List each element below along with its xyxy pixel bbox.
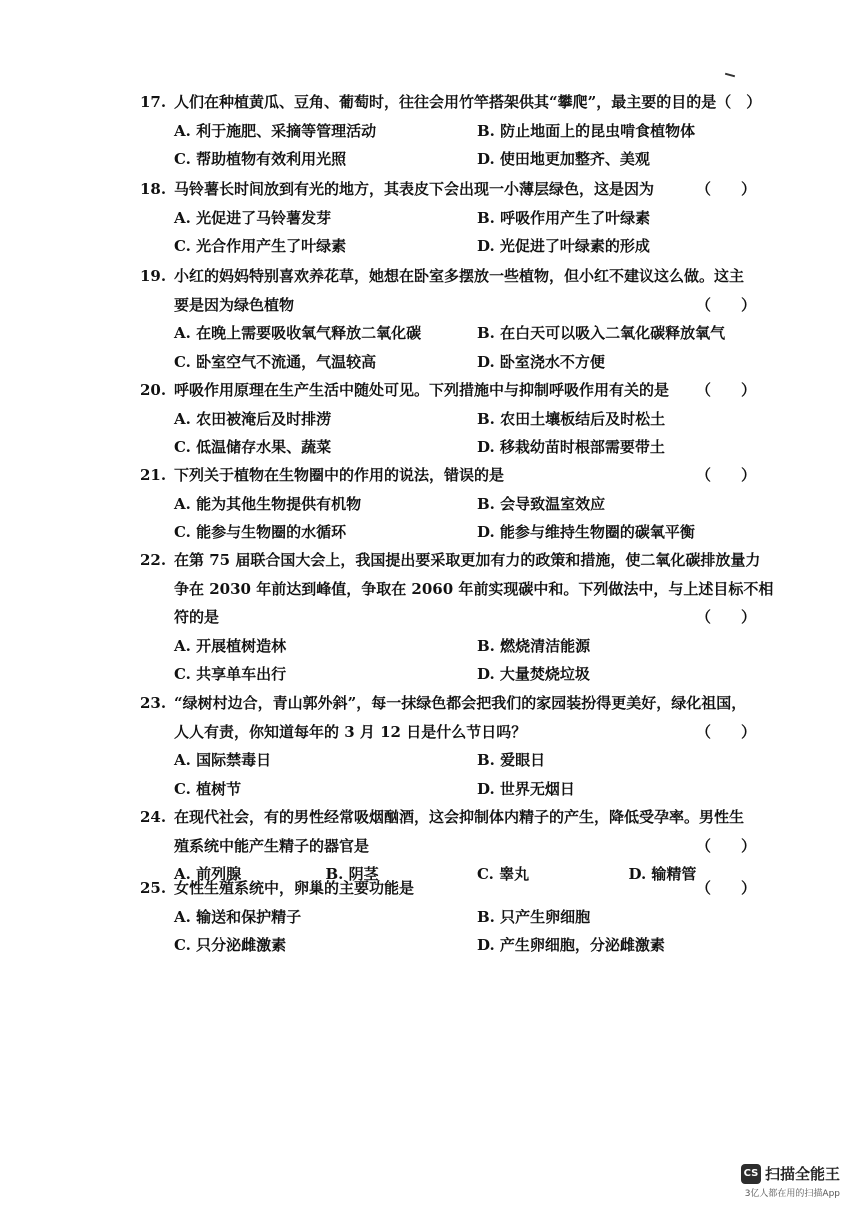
answer-blank: （ ） — [695, 466, 756, 484]
option-b: B. 只产生卵细胞 — [477, 907, 591, 926]
options — [140, 405, 780, 462]
question-text: 呼吸作用原理在生产生活中随处可见。下列措施中与抑制呼吸作用有关的是 — [174, 381, 670, 399]
option-d: D. 移栽幼苗时根部需要带土 — [477, 438, 665, 456]
question-text: 符的是 — [174, 608, 220, 626]
option-d: D. 光促进了叶绿素的形成 — [477, 237, 650, 255]
stem-line — [140, 603, 780, 632]
question-number: 19. — [140, 267, 167, 285]
question-text: 在第 75 届联合国大会上，我国提出要采取更加有力的政策和措施，使二氧化碳排放量力 — [174, 551, 761, 569]
answer-blank: （ ） — [695, 879, 756, 897]
question-number: 20. — [140, 381, 167, 399]
question-21 — [140, 461, 780, 547]
option-d: D. 卧室浇水不方便 — [477, 352, 605, 371]
options — [140, 319, 780, 376]
question-number: 25. — [140, 879, 167, 897]
stem-line — [140, 88, 780, 117]
question-number: 23. — [140, 694, 167, 712]
option-c: C. 能参与生物圈的水循环 — [174, 523, 347, 541]
stem-line — [140, 689, 780, 718]
option-a: A. 前列腺 — [174, 865, 242, 883]
option-d: D. 使田地更加整齐、美观 — [477, 150, 650, 168]
option-b: B. 在白天可以吸入二氧化碳释放氧气 — [477, 324, 726, 342]
question-number: 24. — [140, 808, 167, 826]
watermark-title: 扫描全能王 — [764, 1165, 840, 1183]
question-stem — [140, 175, 780, 204]
answer-blank: （ ） — [695, 295, 756, 314]
option-a: A. 在晚上需要吸收氧气释放二氧化碳 — [174, 324, 422, 342]
options — [140, 204, 780, 261]
option-d: D. 大量焚烧垃圾 — [477, 665, 590, 683]
option-a: A. 光促进了马铃薯发芽 — [174, 208, 332, 227]
option-a: A. 国际禁毒日 — [174, 751, 272, 769]
stem-line — [140, 546, 780, 575]
option-a: A. 输送和保护精子 — [174, 907, 302, 926]
question-number: 18. — [140, 180, 167, 198]
question-stem — [140, 376, 780, 405]
option-c: C. 光合作用产生了叶绿素 — [174, 237, 347, 255]
question-stem — [140, 874, 780, 903]
option-c: C. 卧室空气不流通，气温较高 — [174, 352, 377, 371]
question-stem — [140, 88, 780, 117]
options — [140, 117, 780, 174]
answer-blank: （ ） — [695, 381, 756, 399]
option-d: D. 输精管 — [628, 865, 697, 883]
question-text: 殖系统中能产生精子的器官是 — [174, 836, 370, 855]
question-text: 小红的妈妈特别喜欢养花草，她想在卧室多摆放一些植物，但小红不建议这么做。这主 — [174, 267, 745, 285]
question-23 — [140, 689, 780, 803]
option-c: C. 共享单车出行 — [174, 665, 287, 683]
stem-line — [140, 832, 780, 861]
watermark-subtitle: 3亿人都在用的扫描App — [744, 1189, 840, 1199]
option-b: B. 呼吸作用产生了叶绿素 — [477, 208, 651, 227]
options — [140, 746, 780, 803]
stem-line — [140, 262, 780, 291]
options — [140, 632, 780, 689]
scan-mark — [725, 73, 735, 78]
option-b: B. 防止地面上的昆虫啃食植物体 — [477, 121, 696, 140]
answer-blank: （ ） — [695, 180, 756, 198]
question-number: 21. — [140, 466, 167, 484]
question-text: 马铃薯长时间放到有光的地方，其表皮下会出现一小薄层绿色，这是因为 — [174, 180, 655, 198]
question-number: 17. — [140, 93, 167, 111]
question-22 — [140, 546, 780, 689]
question-text: 女性生殖系统中，卵巢的主要功能是 — [174, 879, 415, 897]
question-number: 22. — [140, 551, 167, 569]
option-b: B. 阴茎 — [325, 865, 379, 883]
scanner-watermark — [741, 1163, 840, 1199]
option-b: B. 燃烧清洁能源 — [477, 636, 591, 655]
question-18 — [140, 175, 780, 261]
question-text: 人人有责，你知道每年的 3 月 12 日是什么节日吗？ — [174, 722, 527, 741]
question-17 — [140, 88, 780, 174]
question-25 — [140, 874, 780, 960]
option-c: C. 只分泌雌激素 — [174, 936, 287, 954]
stem-line — [140, 575, 780, 604]
option-c: C. 植树节 — [174, 779, 242, 798]
stem-line — [140, 874, 780, 903]
camscanner-logo-icon: CS — [741, 1164, 761, 1184]
option-a: A. 能为其他生物提供有机物 — [174, 494, 362, 513]
option-d: D. 能参与维持生物圈的碳氧平衡 — [477, 523, 695, 541]
stem-line — [140, 175, 780, 204]
question-stem — [140, 262, 780, 319]
stem-line — [140, 718, 780, 747]
question-19 — [140, 262, 780, 376]
option-b: B. 农田土壤板结后及时松土 — [477, 409, 666, 428]
question-20 — [140, 376, 780, 462]
answer-blank: （ ） — [695, 722, 756, 741]
question-stem — [140, 461, 780, 490]
question-text: 人们在种植黄瓜、豆角、葡萄时，往往会用竹竿搭架供其“攀爬”，最主要的目的是（ ） — [174, 93, 762, 111]
question-stem — [140, 546, 780, 632]
question-text: 要是因为绿色植物 — [174, 295, 295, 314]
option-a: A. 农田被淹后及时排涝 — [174, 409, 332, 428]
options — [140, 903, 780, 960]
stem-line — [140, 291, 780, 320]
option-c: C. 帮助植物有效利用光照 — [174, 150, 347, 168]
option-d: D. 世界无烟日 — [477, 779, 575, 798]
option-a: A. 开展植树造林 — [174, 636, 287, 655]
stem-line — [140, 461, 780, 490]
option-c: C. 睾丸 — [477, 865, 530, 883]
option-b: B. 会导致温室效应 — [477, 494, 606, 513]
answer-blank: （ ） — [695, 836, 756, 855]
option-a: A. 利于施肥、采摘等管理活动 — [174, 121, 377, 140]
option-d: D. 产生卵细胞，分泌雌激素 — [477, 936, 665, 954]
stem-line — [140, 803, 780, 832]
option-c: C. 低温储存水果、蔬菜 — [174, 438, 332, 456]
question-text: 下列关于植物在生物圈中的作用的说法，错误的是 — [174, 466, 505, 484]
question-text: 在现代社会，有的男性经常吸烟酗酒，这会抑制体内精子的产生，降低受孕率。男性生 — [174, 808, 745, 826]
option-b: B. 爱眼日 — [477, 751, 546, 769]
options — [140, 490, 780, 547]
answer-blank: （ ） — [695, 608, 756, 626]
question-text: “绿树村边合，青山郭外斜”，每一抹绿色都会把我们的家园装扮得更美好，绿化祖国， — [174, 694, 747, 712]
question-stem — [140, 803, 780, 860]
question-stem — [140, 689, 780, 746]
question-text: 争在 2030 年前达到峰值，争取在 2060 年前实现碳中和。下列做法中，与上述目标不相 — [174, 579, 774, 598]
stem-line — [140, 376, 780, 405]
